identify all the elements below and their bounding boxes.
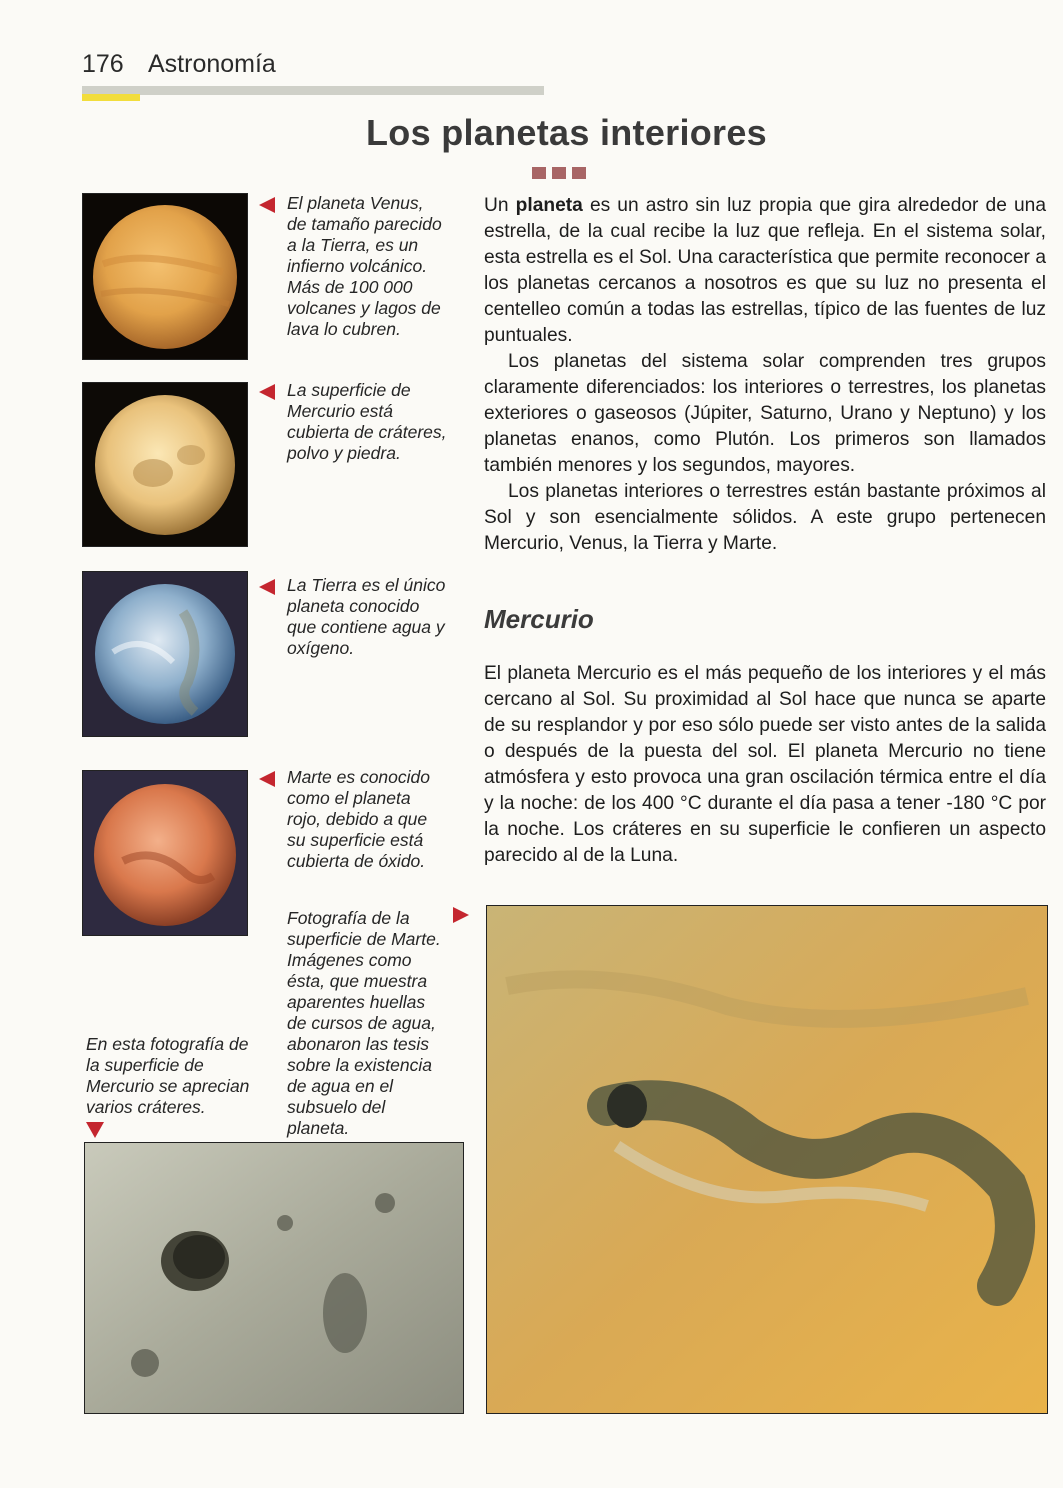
header-rule: [82, 86, 544, 95]
mercury-caption: La superficie de Mercurio está cubierta de cráteres, polvo y piedra.: [287, 380, 447, 463]
intro-paragraph-3: Los planetas interiores o terrestres están bastante próximos al Sol y son esencialmente sólidos. A este grupo pertenecen Mercurio, Venus, la Tierra y Marte.: [484, 481, 1046, 554]
mars-surface-caption: Fotografía de la superficie de Marte. Imágenes como ésta, que muestra aparentes huellas de cursos de agua, abonaron las tesis sobre la existencia de agua en el subsuelo del planeta.: [287, 908, 441, 1138]
venus-photo: [82, 193, 248, 360]
earth-photo: [82, 571, 248, 737]
intro-paragraph-2: Los planetas del sistema solar comprenden tres grupos claramente diferenciados: los interiores o terrestres, los planetas exteriores o gaseosos (Júpiter, Saturno, Urano y Neptuno) y los planetas enanos, como Plutón. Los primeros son llamados también menores y los segundos, mayores.: [484, 351, 1046, 476]
mercurio-text: [484, 661, 1046, 869]
caption-pointer-icon: [259, 771, 275, 787]
caption-pointer-icon: [259, 384, 275, 400]
page-title: Los planetas interiores: [365, 112, 768, 153]
mercury-photo: [82, 382, 248, 547]
intro-paragraph-1: Un planeta es un astro sin luz propia que gira alrededor de una estrella, de la cual recibe la luz que refleja. En el sistema solar, esta estrella es el Sol. Una característica que permite reconocer a los planetas cercanos a nosotros es que su luz no presenta el centelleo común a todas las estrellas, típico de las fuentes de luz puntuales.: [484, 195, 1046, 346]
page-number: 176: [82, 50, 124, 78]
mars-photo: [82, 770, 248, 936]
section-heading-mercurio: Mercurio: [484, 604, 594, 634]
mars-surface-photo: [486, 905, 1048, 1414]
venus-caption: El planeta Venus, de tamaño parecido a la Tierra, es un infierno volcánico. Más de 100 000 volcanes y lagos de lava lo cubren.: [287, 193, 442, 339]
running-title: Astronomía: [148, 50, 276, 78]
earth-caption: La Tierra es el único planeta conocido que contiene agua y oxígeno.: [287, 575, 446, 658]
caption-pointer-icon: [259, 197, 275, 213]
mercury-surface-caption: En esta fotografía de la superficie de Mercurio se aprecian varios cráteres.: [86, 1034, 250, 1117]
caption-pointer-icon: [453, 907, 469, 923]
caption-pointer-icon: [259, 579, 275, 595]
mercurio-paragraph: El planeta Mercurio es el más pequeño de los interiores y el más cercano al Sol. Su proximidad al Sol hace que nunca se aparte de su resplandor y por eso sólo puede ser visto antes de la salida o después de la puesta del sol. El planeta Mercurio no tiene atmósfera y esto provoca una gran oscilación térmica entre el día y la noche: de los 400 °C durante el día pasa a tener -180 °C por la noche. Los cráteres en su superficie le confieren un aspecto parecido al de la Luna.: [484, 663, 1046, 866]
mars-caption: Marte es conocido como el planeta rojo, debido a que su superficie está cubierta de óxido.: [287, 767, 430, 871]
intro-text: [484, 193, 1046, 557]
mercury-surface-photo: [84, 1142, 464, 1414]
caption-pointer-icon: [86, 1122, 104, 1138]
title-ornament: [532, 167, 586, 179]
header-rule-accent: [82, 94, 140, 101]
term-planeta: planeta: [515, 195, 583, 216]
